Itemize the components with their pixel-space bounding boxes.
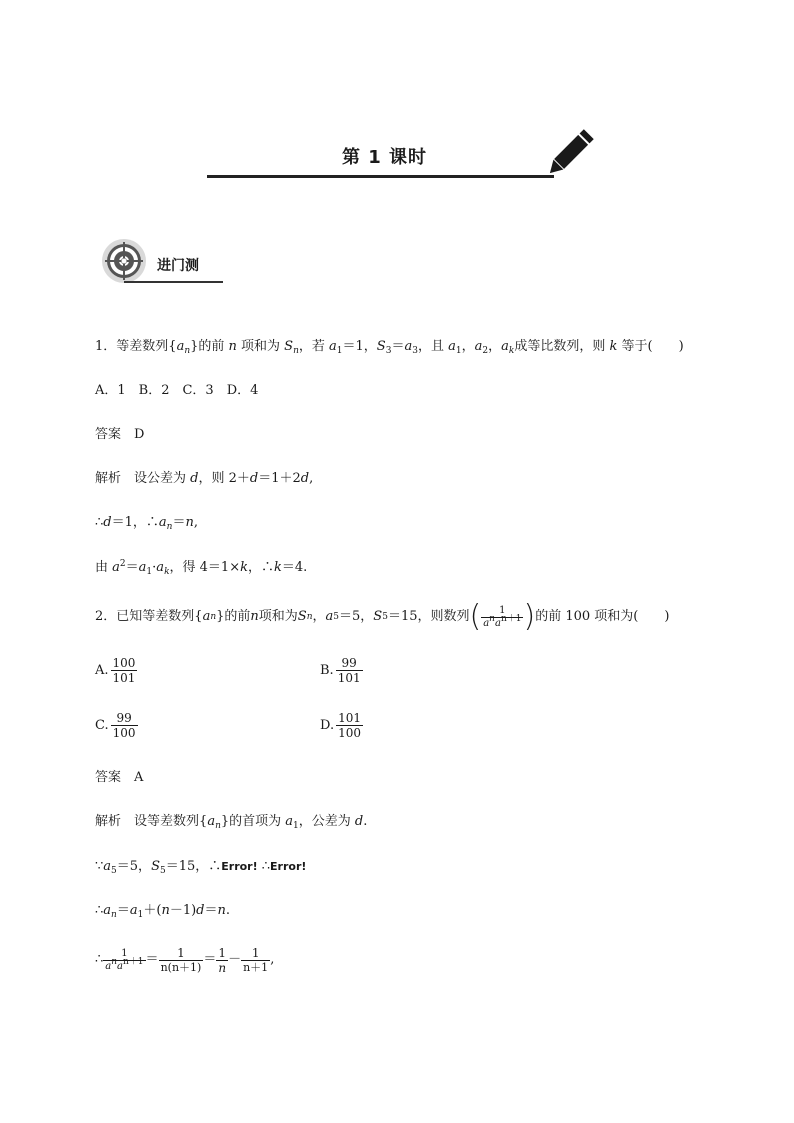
q2-analysis-line2: $\because a_5=5$，$S_5=15$，∴Error! ∴Error!	[95, 859, 307, 876]
lesson-title: 第 1 课时	[342, 147, 428, 168]
title-underline	[207, 175, 554, 178]
q2-analysis-line4: ∴ $\frac{1}{a^na^{n+1}}$ ＝ $\frac{1}{n(n+1)}$ ＝ $\frac{1}{n}$ － $\frac{1}{n+1}$ ,	[95, 945, 275, 975]
q1-analysis-line1: 解析 设公差为 d，则 2＋d＝1＋2d,	[95, 471, 314, 486]
target-icon	[101, 238, 147, 284]
q2-analysis-line1: 解析 设等差数列$\{a_n\}$的首项为 $a_1$，公差为 d.	[95, 814, 368, 831]
q2-option-b: B. $\frac{99}{101}$	[320, 656, 361, 685]
q1-answer: 答案 D	[95, 427, 145, 442]
q2-option-d: D. $\frac{101}{100}$	[320, 711, 361, 740]
q1-options: A．1 B．2 C．3 D．4	[95, 383, 259, 398]
q1-analysis-line2: ∴d＝1，$\therefore a_n=n$,	[95, 515, 198, 532]
q1-analysis-line3: 由 $a^2=a_1\cdot a_k$，得 4＝1×k，∴k＝4.	[95, 559, 308, 577]
q2-stem: 2． 已知等差数列{ a n }的前 n 项和为 S n ， a 5 ＝5， S 5 ＝15，则数列 ( $\frac{1}{a^na^{n+1}}$ ) 的前 100 项和为( )	[95, 599, 670, 634]
section-underline	[124, 281, 223, 283]
q1-stem: 1．等差数列$\{a_n\}$的前 n 项和为 $S_n$，若 $a_1=1$，$S_3=a_3$，且 $a_1$，$a_2$，$a_k$成等比数列，则 k 等于( )	[95, 339, 684, 356]
q2-sequence-fraction: $\frac{1}{a^na^{n+1}}$	[483, 604, 522, 629]
section-label: 进门测	[157, 258, 199, 274]
q2-analysis-line3: $\therefore a_n=a_1+(n-1)d=n$.	[95, 903, 231, 920]
pencil-icon	[543, 126, 595, 182]
q2-option-c: C. $\frac{99}{100}$	[95, 711, 136, 740]
q2-answer: 答案 A	[95, 770, 144, 785]
q2-option-a: A. $\frac{100}{101}$	[95, 656, 136, 685]
